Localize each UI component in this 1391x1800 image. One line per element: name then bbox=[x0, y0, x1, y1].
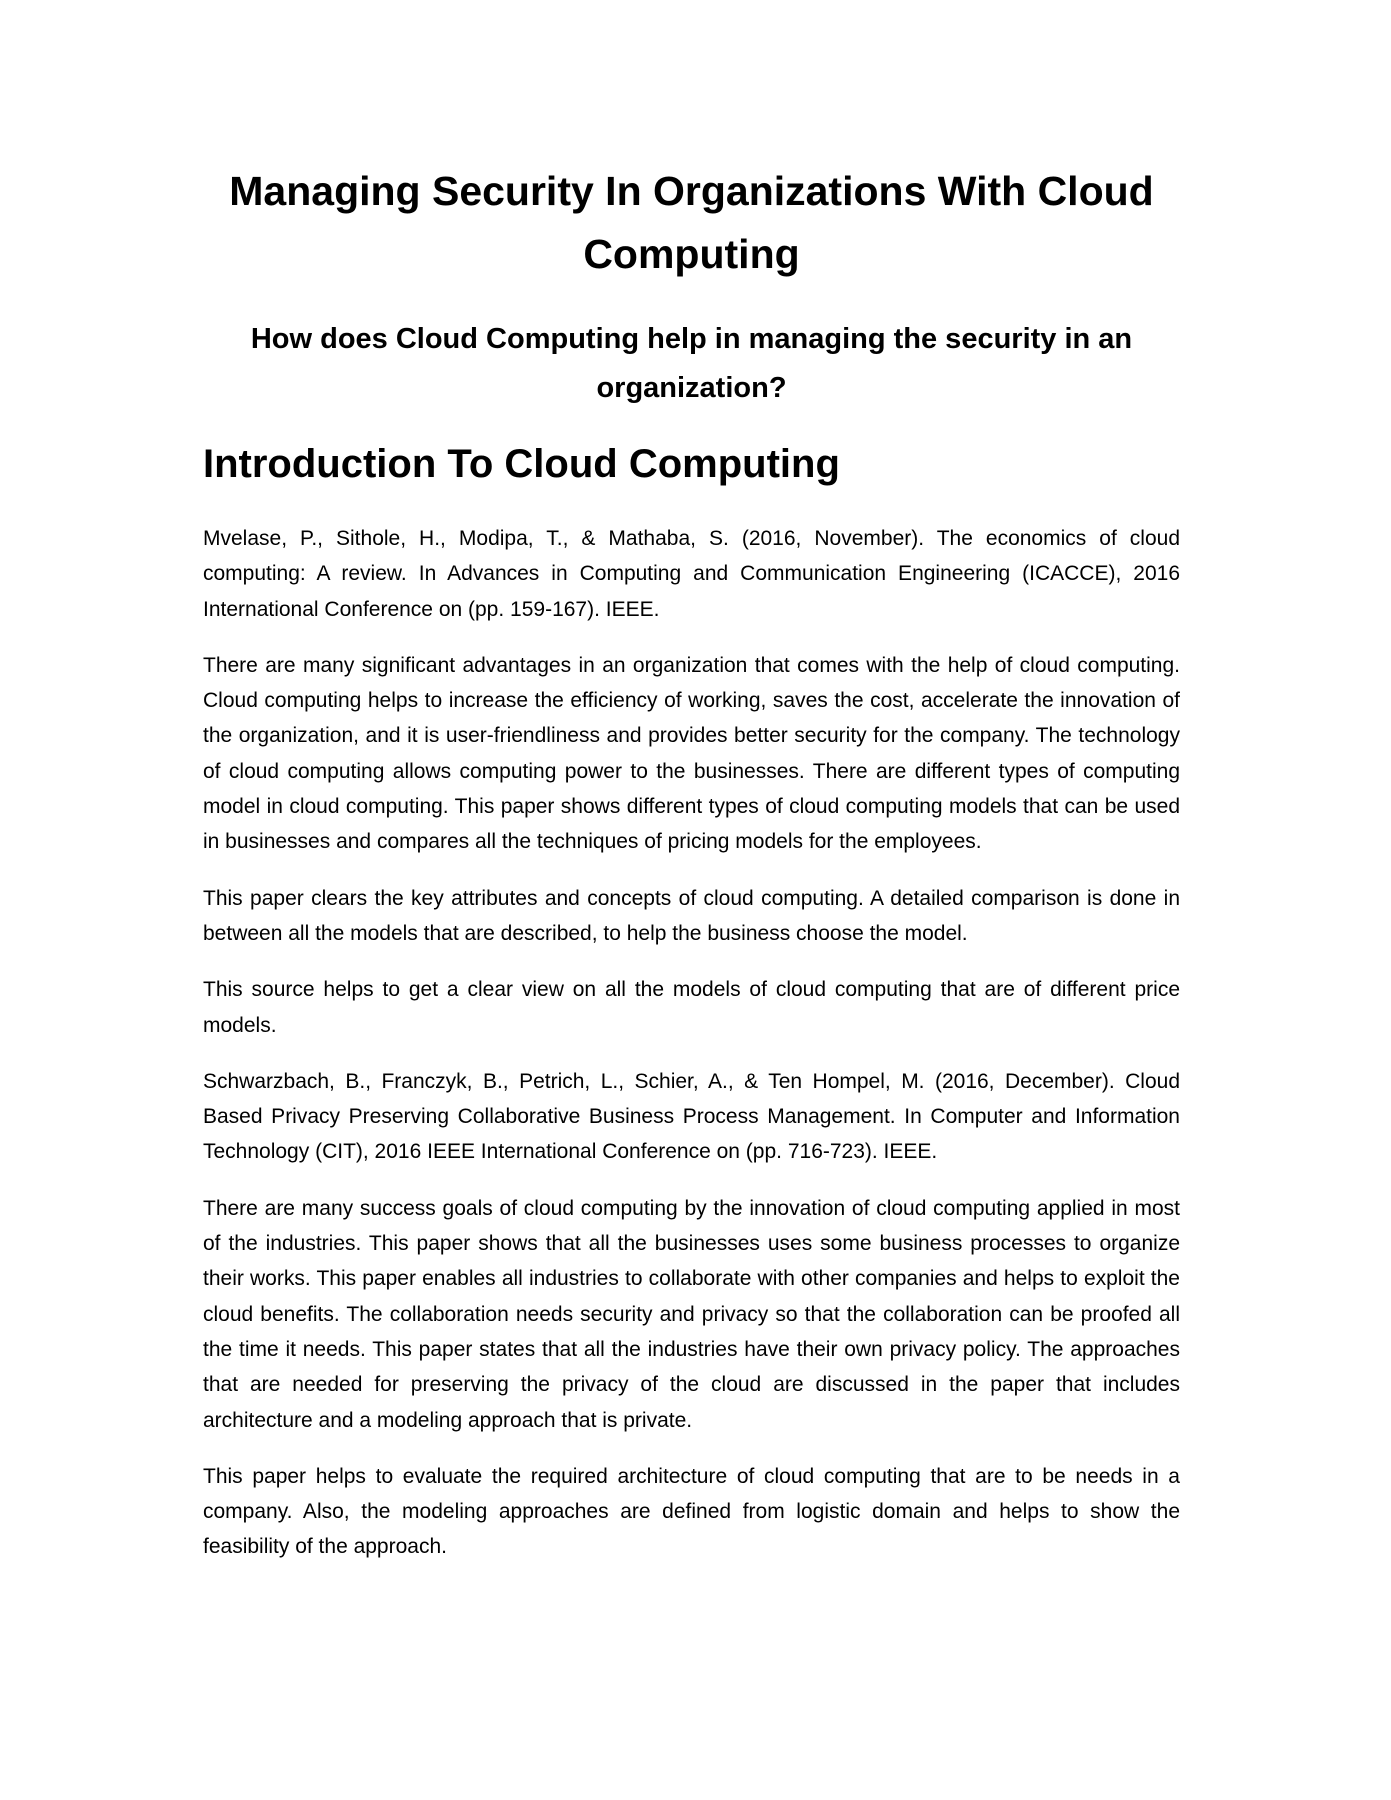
document-subtitle: How does Cloud Computing help in managing the security in an organization? bbox=[250, 323, 1133, 404]
paragraph: There are many significant advantages in an organization that comes with the help of cloud computing. Cloud computing helps to increase the efficiency of working, saves the cost, accelerate the innovation of the organization, and it is user-friendliness and provides better security for the company. The technology of cloud computing allows computing power to the businesses. There are different types of computing model in cloud computing. This paper shows different types of cloud computing models that can be used in businesses and compares all the techniques of pricing models for the employees. bbox=[203, 653, 1180, 854]
paragraph: This paper helps to evaluate the required architecture of cloud computing that are to be needs in a company. Also, the modeling approaches are defined from logistic domain and helps to show the feasibility of the approach. bbox=[203, 1464, 1180, 1559]
document-title: Managing Security In Organizations With Cloud Computing bbox=[229, 168, 1154, 277]
section-heading: Introduction To Cloud Computing bbox=[203, 442, 840, 486]
paragraph-reference-2: Schwarzbach, B., Franczyk, B., Petrich, L., Schier, A., & Ten Hompel, M. (2016, December). Cloud Based Privacy Preserving Collaborative Business Process Management. In Computer and Information Technology (CIT), 2016 IEEE International Conference on (pp. 716-723). IEEE. bbox=[203, 1069, 1180, 1164]
paragraph: This source helps to get a clear view on all the models of cloud computing that are of different price models. bbox=[203, 978, 1180, 1037]
paragraph: This paper clears the key attributes and concepts of cloud computing. A detailed comparison is done in between all the models that are described, to help the business choose the model. bbox=[203, 886, 1180, 945]
paragraph: There are many success goals of cloud computing by the innovation of cloud computing applied in most of the industries. This paper shows that all the businesses uses some business processes to organize their works. This paper enables all industries to collaborate with other companies and helps to exploit the cloud benefits. The collaboration needs security and privacy so that the collaboration can be proofed all the time it needs. This paper states that all the industries have their own privacy policy. The approaches that are needed for preserving the privacy of the cloud are discussed in the paper that includes architecture and a modeling approach that is private. bbox=[203, 1196, 1180, 1432]
document-body bbox=[203, 521, 1180, 1586]
paragraph-reference-1: Mvelase, P., Sithole, H., Modipa, T., & Mathaba, S. (2016, November). The economics of cloud computing: A review. In Advances in Computing and Communication Engineering (ICACCE), 2016 International Conference on (pp. 159-167). IEEE. bbox=[203, 527, 1180, 621]
